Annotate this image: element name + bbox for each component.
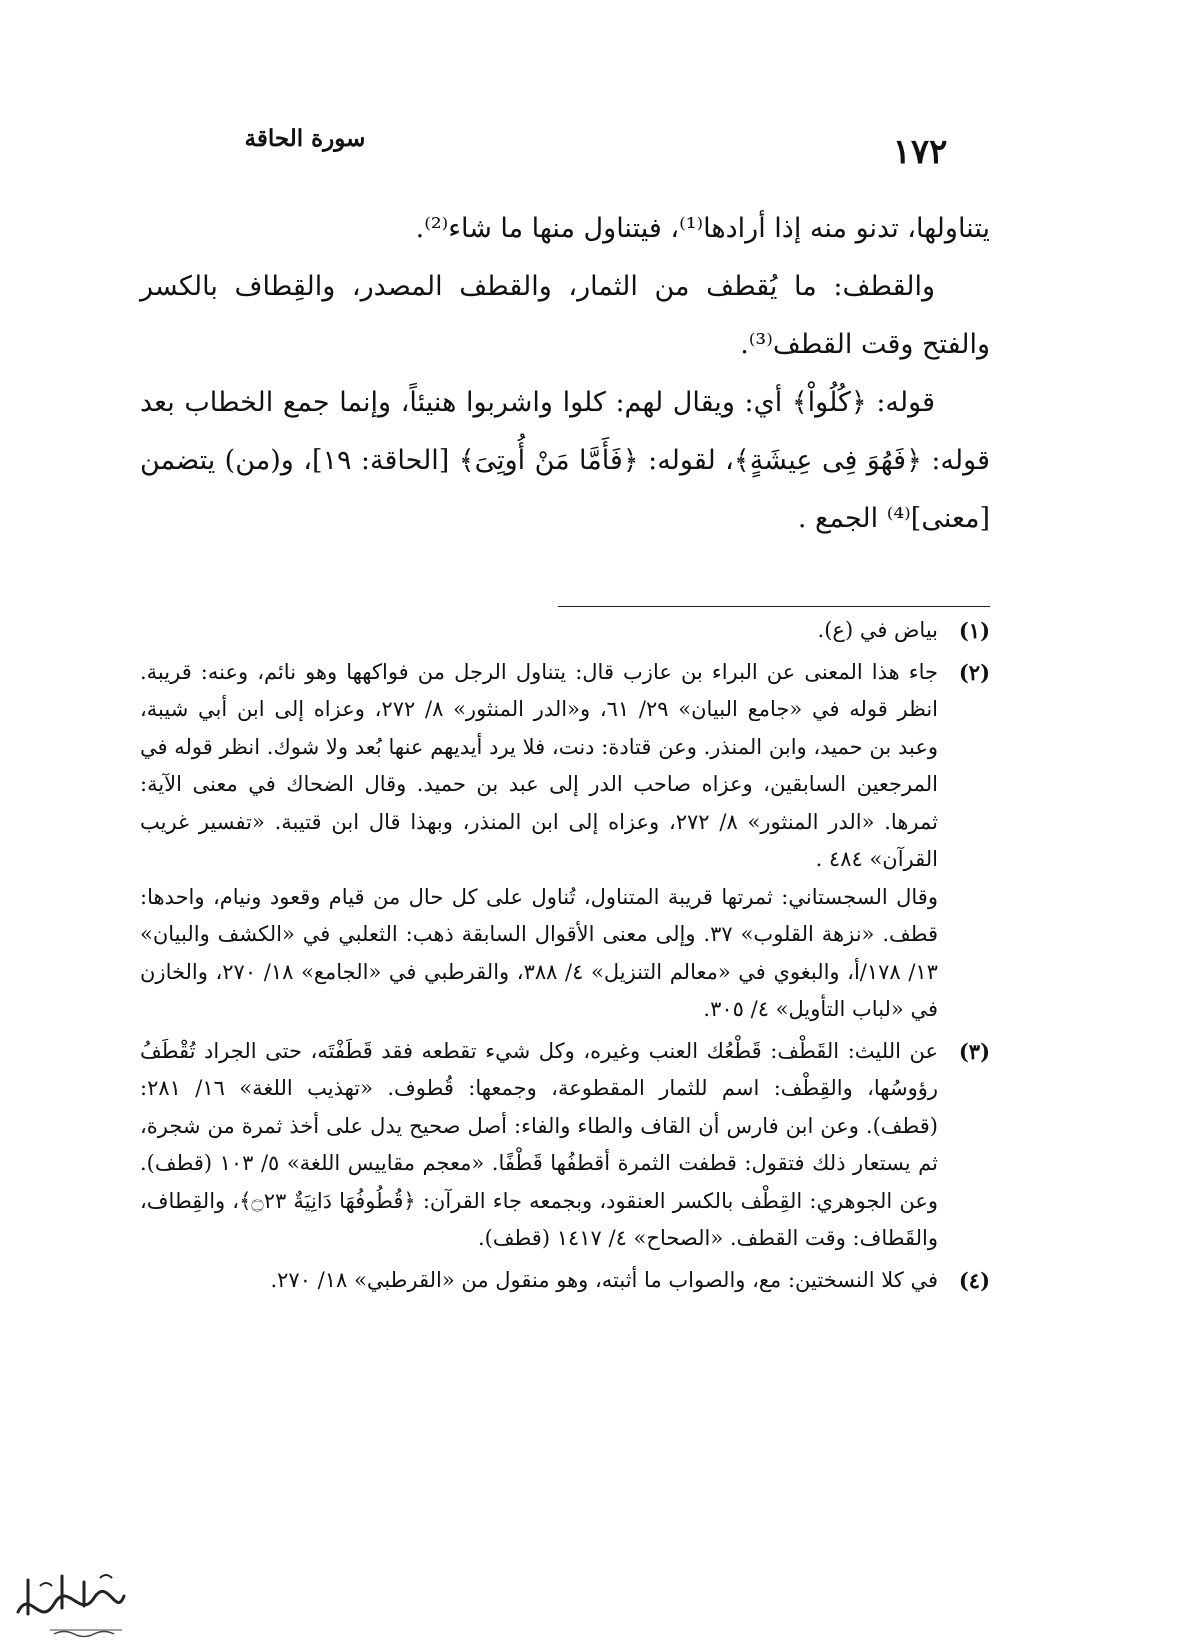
footnote (140, 1033, 990, 1258)
footnote-paragraph: بياض في (ع). (817, 618, 938, 642)
footnote-text (140, 612, 938, 650)
footnote (140, 654, 990, 1029)
page-number: ١٧٢ (892, 132, 948, 172)
footnote-divider (558, 606, 990, 607)
footnotes (140, 612, 990, 1303)
footnote-text (140, 1262, 938, 1300)
footnote-paragraph: وقال السجستاني: ثمرتها قريبة المتناول، تُناول على كل حال من قيام وقعود ونيام، واحدها: قطف. «نزهة القلوب» ٣٧. وإلى معنى الأقوال السابقة ذهب: الثعلبي في «الكشف والبيان» ١٣/ ١٧٨/أ، والبغوي في «معالم التنزيل» ٤/ ٣٨٨، والقرطبي في «الجامع» ١٨/ ٢٧٠، والخازن في «لباب التأويل» ٤/ ٣٠٥. (140, 884, 939, 1021)
footnote-text (140, 654, 938, 1029)
footnote-number: (٤) (958, 1267, 990, 1293)
footnote-paragraph: جاء هذا المعنى عن البراء بن عازب قال: يتناول الرجل من فواكهها وهو نائم، وعنه: قريبة. انظر قوله في «جامع البيان» ٢٩/ ٦١، و«الدر المنثور» ٨/ ٢٧٢، وعزاه إلى ابن أبي شيبة، وعبد بن حميد، وابن المنذر. وعن قتادة: دنت، فلا يرد أيديهم عنها بُعد ولا شوك. انظر قوله في المرجعين السابقين، وعزاه صاحب الدر إلى عبد بن حميد. وقال الضحاك في معنى الآية: ثمرها. «الدر المنثور» ٨/ ٢٧٢، وعزاه إلى ابن المنذر، وبهذا قال ابن قتيبة. «تفسير غريب القرآن» ٤٨٤ . (140, 659, 939, 871)
footnote-number: (٣) (958, 1038, 990, 1064)
footnote-number: (٢) (958, 659, 990, 685)
footnote-paragraph: عن الليث: القَطْف: قَطْعُك العنب وغيره، وكل شيء تقطعه فقد قَطَفْتَه، حتى الجراد تُقْطَفُ رؤوسُها، والقِطْف: اسم للثمار المقطوعة، وجمعها: قُطوف. «تهذيب اللغة» ١٦/ ٢٨١: (قطف). وعن ابن فارس أن القاف والطاء والفاء: أصل صحيح يدل على أخذ ثمرة من شجرة، ثم يستعار ذلك فتقول: قطفت الثمرة أقطفُها قَطْفًا. «معجم مقاييس اللغة» ٥/ ١٠٣ (قطف). وعن الجوهري: القِطْف بالكسر العنقود، وبجمعه جاء القرآن: ﴿قُطُوفُهَا دَانِيَةٌ ۝٢٣﴾، والقِطاف، والقَطاف: وقت القطف. «الصحاح» ٤/ ١٤١٧ (قطف). (140, 1038, 938, 1250)
main-text (140, 200, 990, 548)
footnote-paragraph: في كلا النسختين: مع، والصواب ما أثبته، وهو منقول من «القرطبي» ١٨/ ٢٧٠. (270, 1267, 938, 1292)
footnote-number: (١) (958, 618, 990, 643)
footnote (140, 1262, 990, 1300)
header-surah-title: سورة الحاقة (244, 125, 366, 152)
publisher-logo-icon (10, 1568, 130, 1640)
main-paragraph: والقطف: ما يُقطف من الثمار، والقطف المصدر، والقِطاف بالكسر والفتح وقت القطف⁽³⁾. (140, 271, 990, 360)
footnote-text (140, 1033, 938, 1258)
main-paragraph: يتناولها، تدنو منه إذا أرادها⁽¹⁾، فيتناول منها ما شاء⁽²⁾. (415, 213, 990, 244)
main-paragraph: قوله: ﴿كُلُواْ﴾ أي: ويقال لهم: كلوا واشربوا هنيئاً، وإنما جمع الخطاب بعد قوله: ﴿فَهُوَ فِى عِيشَةٍ﴾، لقوله: ﴿فَأَمَّا مَنْ أُوتِىَ﴾ [الحاقة: ١٩]، و(من) يتضمن [معنى]⁽⁴⁾ الجمع . (140, 387, 990, 534)
footnote (140, 612, 990, 650)
